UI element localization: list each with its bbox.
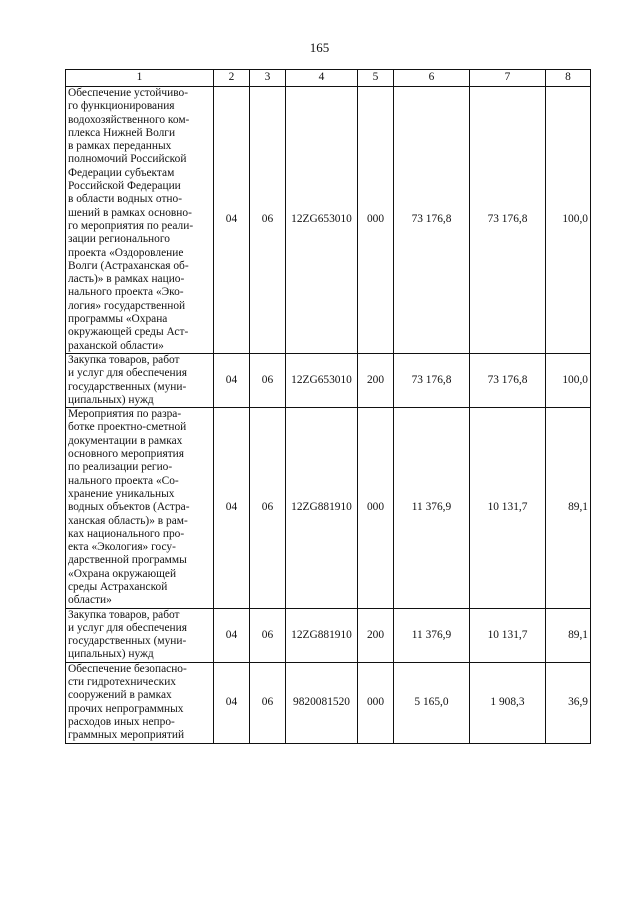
row-target-article: 9820081520 bbox=[286, 662, 358, 743]
row-percent: 36,9 bbox=[546, 662, 591, 743]
row-section-code: 04 bbox=[214, 87, 250, 354]
row-planned-amount: 11 376,9 bbox=[394, 608, 470, 662]
header-col-7: 7 bbox=[470, 70, 546, 87]
row-percent: 89,1 bbox=[546, 608, 591, 662]
table-row bbox=[66, 408, 591, 608]
header-col-6: 6 bbox=[394, 70, 470, 87]
row-expense-type: 200 bbox=[358, 353, 394, 407]
row-subsection-code: 06 bbox=[250, 87, 286, 354]
row-percent: 89,1 bbox=[546, 408, 591, 608]
row-percent: 100,0 bbox=[546, 353, 591, 407]
row-planned-amount: 73 176,8 bbox=[394, 87, 470, 354]
header-col-8: 8 bbox=[546, 70, 591, 87]
header-col-5: 5 bbox=[358, 70, 394, 87]
row-description: Закупка товаров, работ и услуг для обеспечения государственных (муни- ципальных) нужд bbox=[66, 608, 214, 662]
row-actual-amount: 73 176,8 bbox=[470, 87, 546, 354]
table-row bbox=[66, 353, 591, 407]
row-subsection-code: 06 bbox=[250, 353, 286, 407]
row-target-article: 12ZG881910 bbox=[286, 608, 358, 662]
row-description: Обеспечение безопасно- сти гидротехнических сооружений в рамках прочих непрограммных расходов иных непро- граммных мероприятий bbox=[66, 662, 214, 743]
table-row bbox=[66, 662, 591, 743]
row-expense-type: 200 bbox=[358, 608, 394, 662]
row-target-article: 12ZG653010 bbox=[286, 353, 358, 407]
header-col-4: 4 bbox=[286, 70, 358, 87]
row-subsection-code: 06 bbox=[250, 662, 286, 743]
row-actual-amount: 10 131,7 bbox=[470, 608, 546, 662]
row-description: Мероприятия по разра- ботке проектно-сметной документации в рамках основного мероприятия по реализации регио- нального проекта «Со- хранение уникальных водных объектов (Астра- ханская область)» в рам- ках национального про- екта «Экология» госу- дарственной программы «Охрана окружающей среды Астраханской области» bbox=[66, 408, 214, 608]
row-percent: 100,0 bbox=[546, 87, 591, 354]
row-target-article: 12ZG881910 bbox=[286, 408, 358, 608]
row-actual-amount: 73 176,8 bbox=[470, 353, 546, 407]
header-col-2: 2 bbox=[214, 70, 250, 87]
row-expense-type: 000 bbox=[358, 408, 394, 608]
row-description: Закупка товаров, работ и услуг для обеспечения государственных (муни- ципальных) нужд bbox=[66, 353, 214, 407]
table-row bbox=[66, 608, 591, 662]
row-planned-amount: 11 376,9 bbox=[394, 408, 470, 608]
budget-table bbox=[65, 69, 591, 744]
row-section-code: 04 bbox=[214, 353, 250, 407]
row-expense-type: 000 bbox=[358, 87, 394, 354]
row-section-code: 04 bbox=[214, 662, 250, 743]
row-actual-amount: 10 131,7 bbox=[470, 408, 546, 608]
row-subsection-code: 06 bbox=[250, 608, 286, 662]
row-section-code: 04 bbox=[214, 408, 250, 608]
row-section-code: 04 bbox=[214, 608, 250, 662]
row-expense-type: 000 bbox=[358, 662, 394, 743]
table-row bbox=[66, 87, 591, 354]
header-row bbox=[66, 70, 591, 87]
page-number: 165 bbox=[309, 40, 330, 55]
row-target-article: 12ZG653010 bbox=[286, 87, 358, 354]
row-planned-amount: 73 176,8 bbox=[394, 353, 470, 407]
row-planned-amount: 5 165,0 bbox=[394, 662, 470, 743]
row-actual-amount: 1 908,3 bbox=[470, 662, 546, 743]
row-subsection-code: 06 bbox=[250, 408, 286, 608]
header-col-1: 1 bbox=[66, 70, 214, 87]
row-description: Обеспечение устойчиво- го функционирования водохозяйственного ком- плекса Нижней Волги в рамках переданных полномочий Российской Федерации субъектам Российской Федерации в области водных отно- шений в рамках основно- го мероприятия по реали- зации регионального проекта «Оздоровление Волги (Астраханская об- ласть)» в рамках нацио- нального проекта «Эко- логия» государственной программы «Охрана окружающей среды Аст- раханской области» bbox=[66, 87, 214, 354]
header-col-3: 3 bbox=[250, 70, 286, 87]
